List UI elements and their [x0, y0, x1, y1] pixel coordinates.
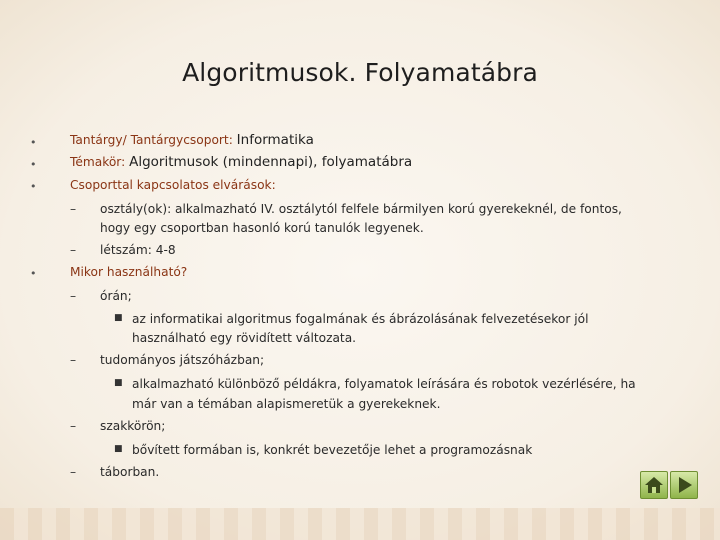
list-item — [70, 179, 276, 191]
sub-item-continued: hogy egy csoportban hasonló korú tanulók legyenek. — [100, 221, 424, 235]
decorative-bottom-band — [0, 508, 720, 540]
dash-marker: – — [70, 465, 77, 479]
list-item — [70, 156, 412, 170]
next-button[interactable] — [670, 471, 698, 499]
sub-sub-item: alkalmazható különböző példákra, folyamatok leírására és robotok vezérlésére, ha — [132, 377, 636, 391]
bullet-dot: • — [30, 180, 37, 193]
bullet-dot: • — [30, 158, 37, 171]
item-value: Informatika — [236, 132, 314, 148]
square-bullet: ■ — [114, 378, 123, 388]
dash-marker: – — [70, 243, 77, 257]
list-item — [70, 266, 187, 278]
home-button[interactable] — [640, 471, 668, 499]
sub-item: tudományos játszóházban; — [100, 353, 265, 367]
square-bullet: ■ — [114, 313, 123, 323]
slide-title: Algoritmusok. Folyamatábra — [182, 58, 538, 87]
bullet-dot: • — [30, 267, 37, 280]
home-icon — [641, 472, 667, 498]
dash-marker: – — [70, 419, 77, 433]
sub-sub-item-continued: használható egy rövidített változata. — [132, 331, 357, 345]
play-next-icon — [671, 472, 697, 498]
sub-item: létszám: 4-8 — [100, 243, 176, 257]
dash-marker: – — [70, 202, 77, 216]
item-label: Témakör: — [70, 155, 130, 169]
item-value: Algoritmusok (mindennapi), folyamatábra — [129, 154, 413, 170]
sub-sub-item: az informatikai algoritmus fogalmának és ábrázolásának felvezetésekor jól — [132, 312, 589, 326]
item-label: Mikor használható? — [70, 265, 188, 279]
square-bullet: ■ — [114, 444, 123, 454]
sub-item: osztály(ok): alkalmazható IV. osztálytól felfele bármilyen korú gyerekeknél, de fontos, — [100, 202, 622, 216]
bullet-dot: • — [30, 136, 37, 149]
sub-sub-item: bővített formában is, konkrét bevezetője lehet a programozásnak — [132, 443, 533, 457]
dash-marker: – — [70, 289, 77, 303]
list-item — [70, 134, 314, 148]
dash-marker: – — [70, 353, 77, 367]
sub-item: órán; — [100, 289, 132, 303]
sub-item: táborban. — [100, 465, 160, 479]
item-label: Csoporttal kapcsolatos elvárások: — [70, 178, 276, 192]
sub-sub-item-continued: már van a témában alapismeretük a gyerekeknek. — [132, 397, 441, 411]
sub-item: szakkörön; — [100, 419, 166, 433]
item-label: Tantárgy/ Tantárgycsoport: — [70, 133, 237, 147]
